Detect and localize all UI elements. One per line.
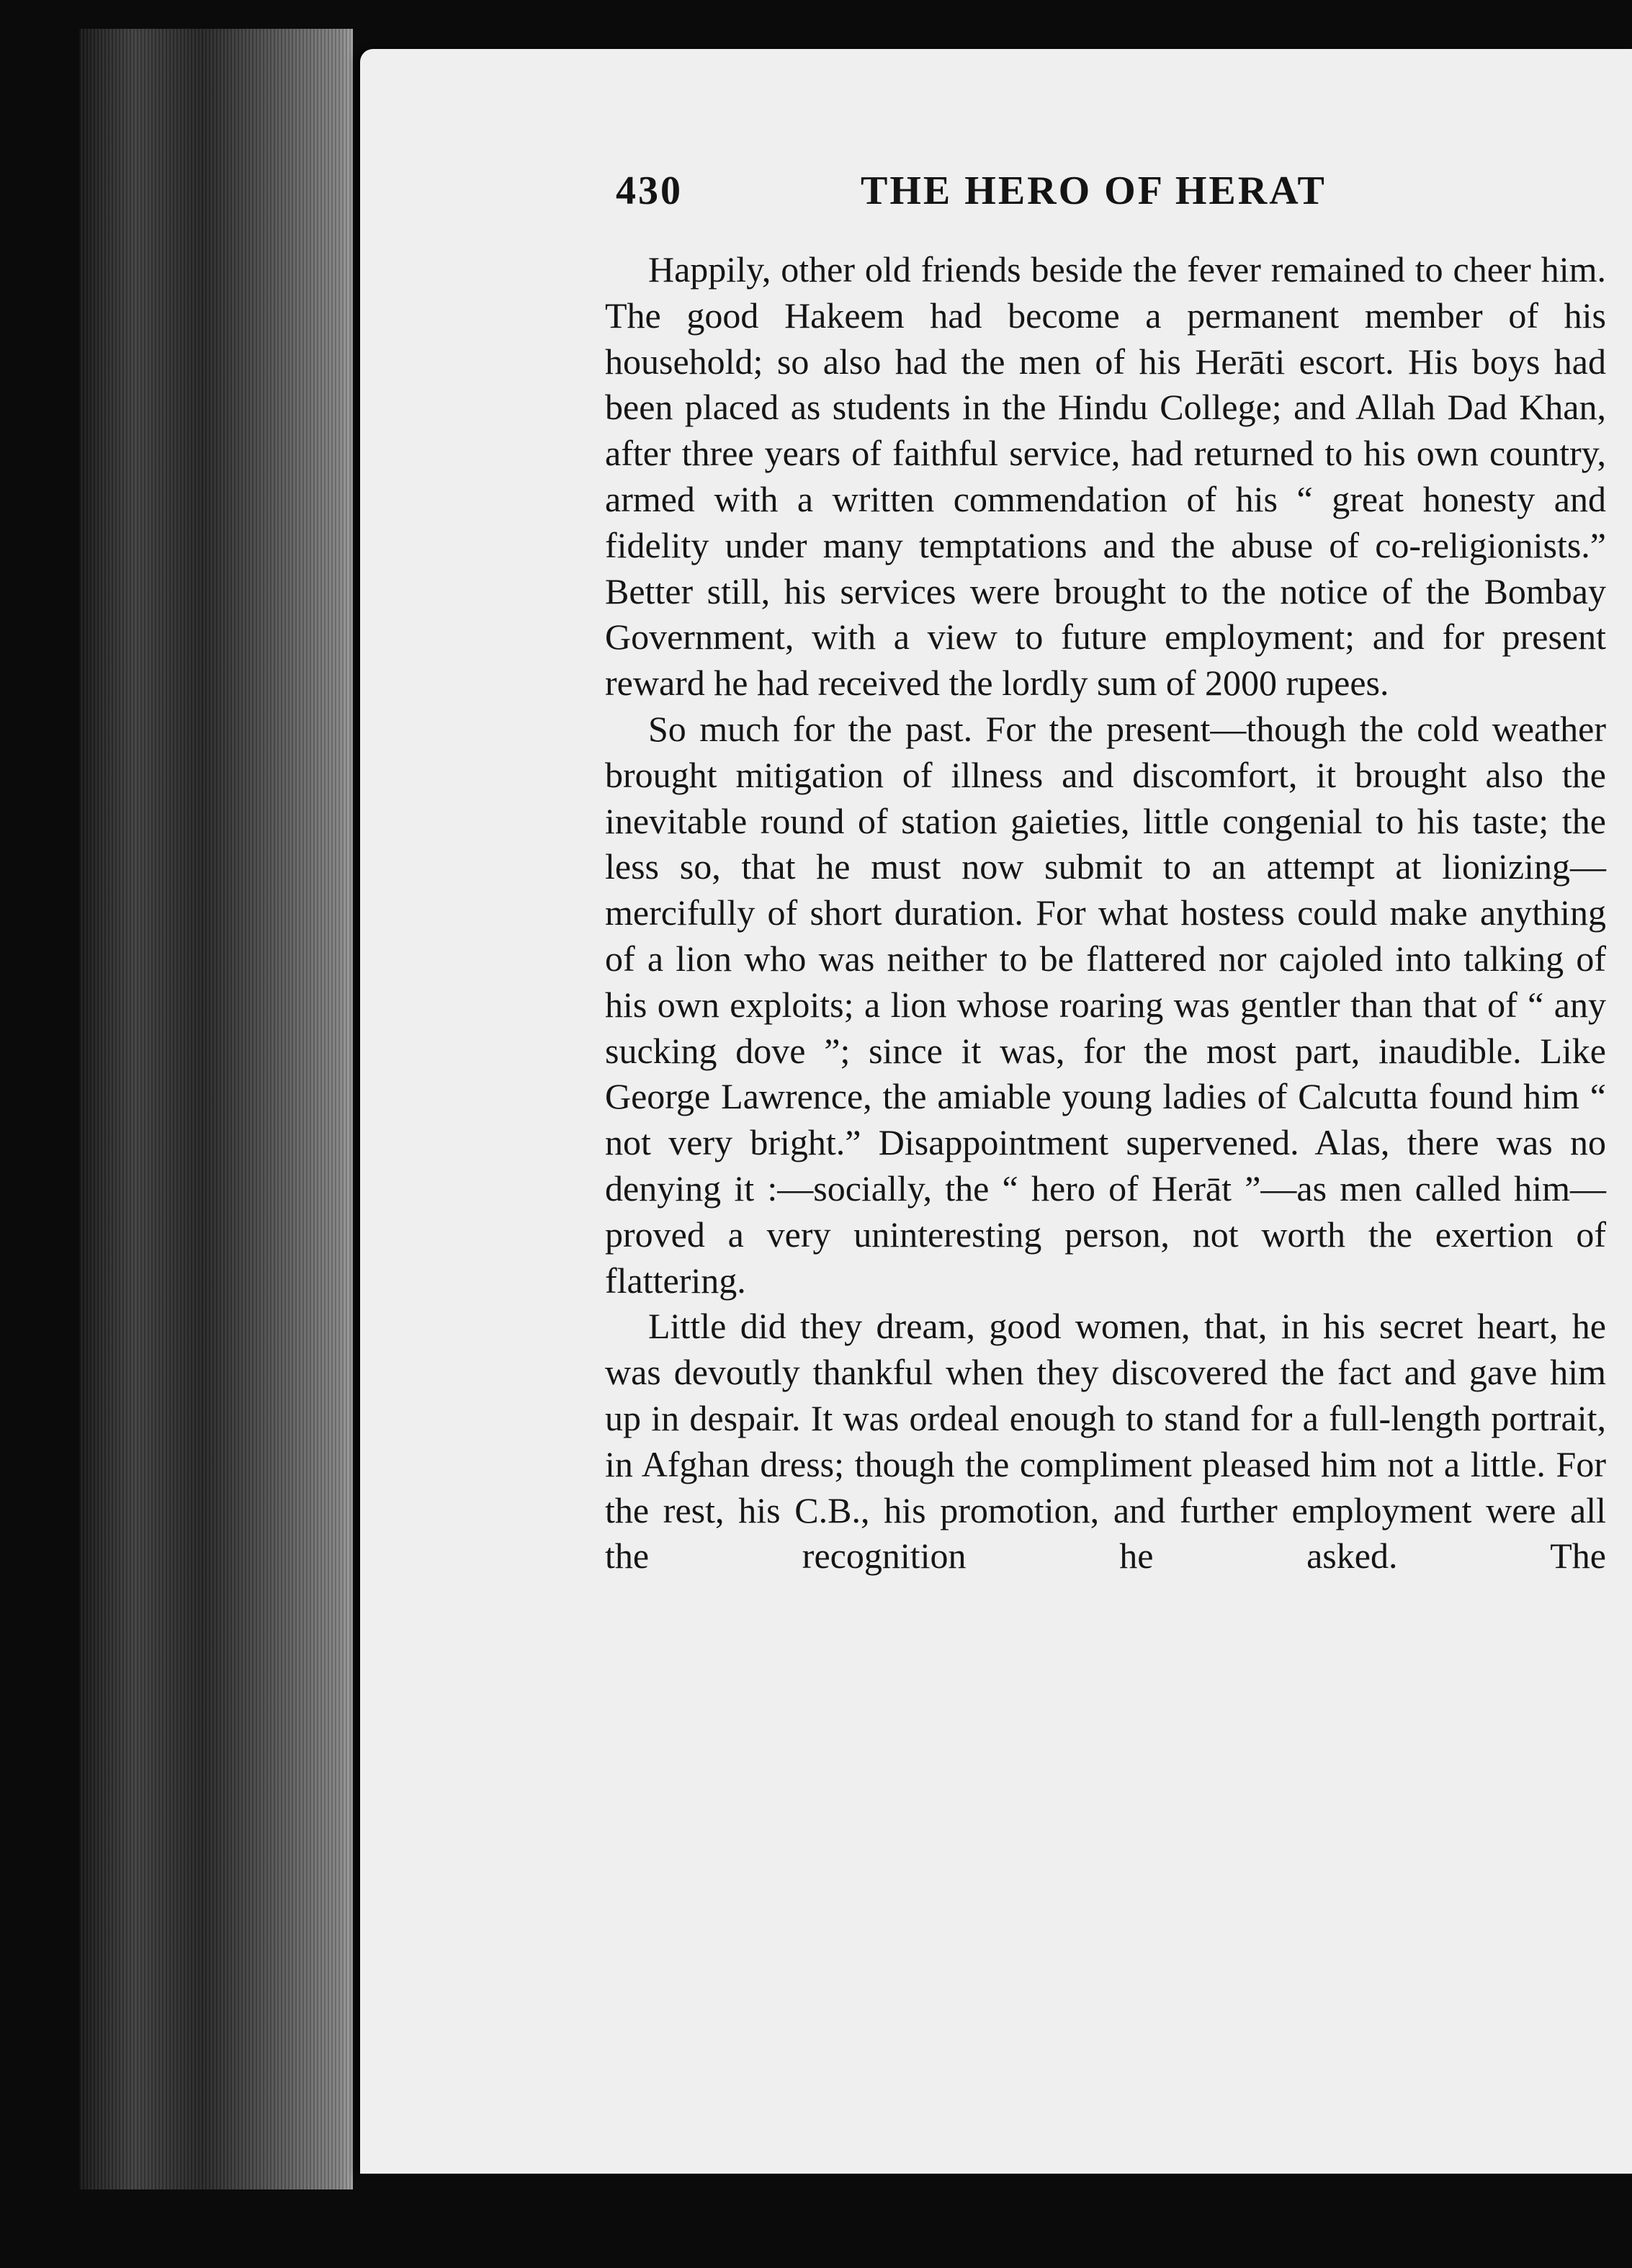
paragraph: Little did they dream, good women, that, in his secret heart, he was devoutly thankful when they discovered the fact and gave him up in despair. It was ordeal enough to stand for a full-length portrait, in Afghan dress; though the compliment pleased him not a little. For the rest, his C.B., his promotion, and further employment were all the recognition he asked. The <box>605 1306 1606 1577</box>
paragraph: Happily, other old friends beside the fever remained to cheer him. The good Hakeem had become a permanent member of his household; so also had the men of his Herāti escort. His boys had been placed as students in the Hindu College; and Allah Dad Khan, after three years of faithful service, had returned to his own country, armed with a written commendation of his “ great honesty and fidelity under many temptations and the abuse of co-religionists.” Better still, his services were brought to the notice of the Bombay Government, with a view to future employment; and for present reward he had received the lordly sum of 2000 rupees. <box>605 249 1606 704</box>
page-header <box>616 168 1559 225</box>
running-title: THE HERO OF HERAT <box>861 169 1327 213</box>
paragraph: So much for the past. For the present—though the cold weather brought mitigation of illness and discomfort, it brought also the inevitable round of station gaieties, little congenial to his taste; the less so, that he must now submit to an attempt at lionizing—mercifully of short duration. For what hostess could make anything of a lion who was neither to be flattered nor cajoled into talking of his own exploits; a lion whose roaring was gentler than that of “ any sucking dove ”; since it was, for the most part, inaudible. Like George Lawrence, the amiable young ladies of Calcutta found him “ not very bright.” Disappointment supervened. Alas, there was no denying it :—socially, the “ hero of Herāt ”—as men called him—proved a very uninteresting person, not worth the exertion of flattering. <box>605 708 1606 1301</box>
book-page-edges <box>79 29 353 2189</box>
book-page <box>360 49 1632 2174</box>
page-number: 430 <box>616 169 683 213</box>
body-text <box>605 247 1606 1579</box>
